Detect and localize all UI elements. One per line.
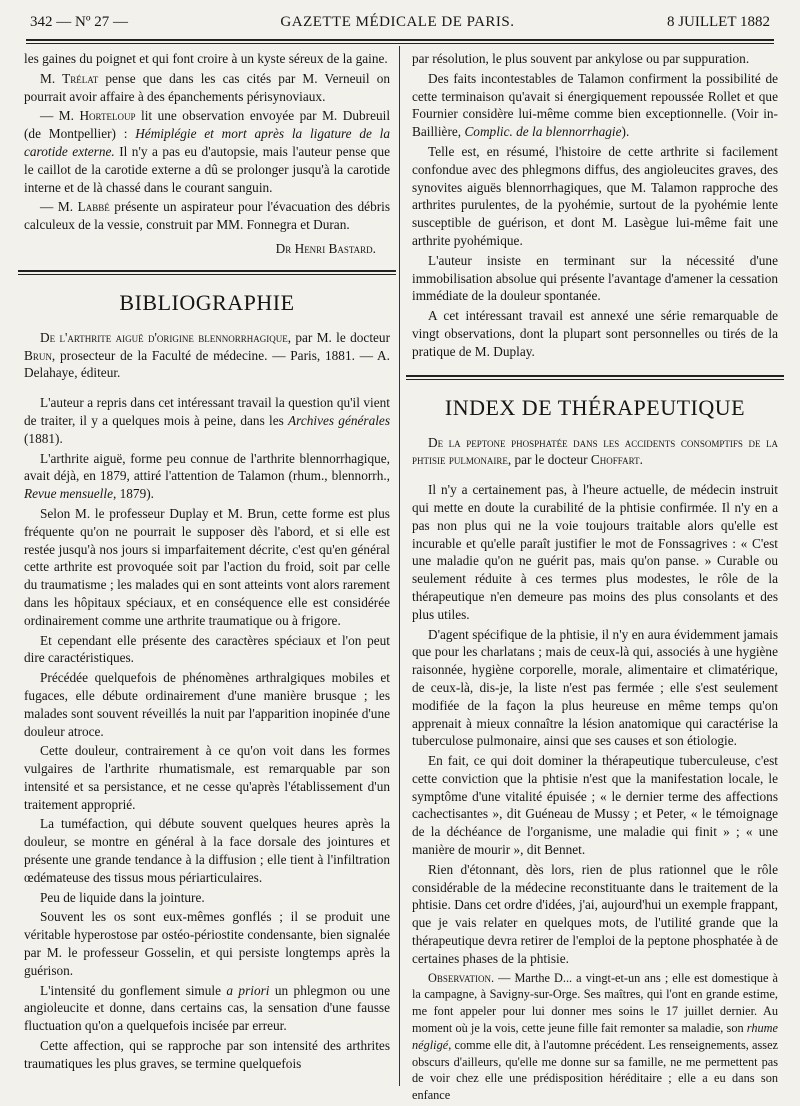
header-rule	[26, 39, 774, 41]
section-rule	[406, 375, 784, 377]
speaker-name: Labbé	[77, 199, 110, 215]
paragraph: Telle est, en résumé, l'histoire de cette arthrite si facilement confondue avec des phlegmons diffus, des angioleucites graves, des synovites aiguës blennorrhagiques, que M. Talamon rapproche des arthrites purulentes, de la pyohémie, surtout de la pyohémie lente susceptible de guérison, et dont M. Lasègue lui-même fait une arthrite pyohémique.	[412, 143, 778, 248]
paragraph: Et cependant elle présente des caractères spéciaux et l'on peut dire caractéristiques.	[24, 632, 390, 666]
issue-date: 8 JUILLET 1882	[666, 14, 770, 30]
paragraph: Précédée quelquefois de phénomènes arthralgiques mobiles et fugaces, elle débute ordinairement d'une manière brusque ; les malades sont souvent réveillés la nuit par l'apparition inopinée d'une douleur atroce.	[24, 670, 390, 739]
observation-paragraph: Observation. — Marthe D... a vingt-et-un ans ; elle est domestique à la campagne, à Savigny-sur-Orge. Ses maîtres, qui l'ont en grande estime, me font appeler pour lui donner mes soins le 17 juillet dernier. Au moment où je la vois, cette jeune fille fait remonter sa maladie, son rhume négligé, comme elle dit, à l'automne précédent. Les renseignements, assez obscurs d'ailleurs, qu'elle me donne sur sa famille, ne me permettent pas de voir chez elle une prédisposition héréditaire ; elle a eu dans son enfance	[412, 970, 778, 1103]
observation-title: Hémiplégie et mort après la ligature de la carotide externe.	[24, 126, 391, 159]
paragraph: En fait, ce qui doit dominer la thérapeutique tuberculeuse, c'est cette conviction que la phtisie n'est que la manifestation locale, le symptôme d'une vitalité épuisée ; « le dernier terme des affections cachectisantes », dit Guéneau de Mussy ; et Peter, « le témoignage de la déchéance de l'organisme, une maladie qui finit » ; « une manière de mourir », dit Bennet.	[412, 753, 778, 858]
paragraph: A cet intéressant travail est annexé une série remarquable de vingt observations, dont la plupart sont personnelles ou tirés de la pratique de M. Duplay.	[412, 308, 778, 359]
paragraph: Il n'y a certainement pas, à l'heure actuelle, de médecin instruit qui mette en doute la curabilité de la phtisie confirmée. Il n'y en a pas non plus qui ne la voie toujours traitable alors qu'elle est incurable et qu'elle paraît justifier le mot de Fonssagrives : « C'est une maladie qu'on ne guérit pas, mais qu'on panse. » Curable ou seulement réduite à ces termes plus modestes, le rôle de la thérapeutique n'en demeure pas moins des plus consolants et des plus utiles.	[412, 482, 778, 622]
article-title: De la peptone phosphatée dans les accidents consomptifs de la phtisie pulmonaire	[412, 434, 778, 468]
paragraph: Selon M. le professeur Duplay et M. Brun, cette forme est plus fréquente qu'on ne pourrait le supposer dès l'abord, et si elle est restée jusqu'à nos jours si imparfaitement décrite, c'est qu'en général cette arthrite est provoquée soit par l'action du froid, soit par celle du traumatisme ; les malades qui en sont atteints vont alors rarement dans les hôpitaux spéciaux, et en conséquence elle est considérée ordinairement comme une arthrite traumatique ou à frigore.	[24, 505, 390, 628]
paragraph: Des faits incontestables de Talamon confirment la possibilité de cette terminaison qu'avait si énergiquement repoussée Rollet et que Fournier considère lui-même comme bien exceptionnelle. (Voir in-Baillière, Complic. de la blennorrhagie).	[412, 70, 778, 140]
paragraph: L'intensité du gonflement simule a priori un phlegmon ou une angioleucite et donne, dans certains cas, la sensation d'une fausse fluctuation qu'on a quelquefois incisée par erreur.	[24, 982, 390, 1034]
paragraph: L'arthrite aiguë, forme peu connue de l'arthrite blennorrhagique, avait déjà, en 1879, attiré l'attention de Talamon (rhum., blennorrh., Revue mensuelle, 1879).	[24, 450, 390, 502]
right-column	[412, 50, 778, 1106]
paragraph: L'auteur a repris dans cet intéressant travail la question qu'il vient de traiter, il y a quelques mois à peine, dans les Archives générales (1881).	[24, 395, 390, 446]
paragraph: Souvent les os sont eux-mêmes gonflés ; il se produit une véritable hyperostose par ostéo-périostite condensante, bien signalée par M. le professeur Gosselin, et qui persiste longtemps après la guérison.	[24, 909, 390, 978]
paragraph: M. Trélat pense que dans les cas cités par M. Verneuil on pourrait avoir affaire à des épanchements périsynoviaux.	[24, 70, 391, 104]
book-title: De l'arthrite aiguë d'origine blennorrhagique	[40, 329, 288, 345]
section-title-bibliographie: BIBLIOGRAPHIE	[119, 289, 295, 315]
paragraph: — M. Labbé présente un aspirateur pour l'évacuation des débris calculeux de la vessie, construit par MM. Fonnegra et Duran.	[24, 199, 391, 233]
speaker-name: M. Trélat	[40, 70, 99, 86]
paragraph: Rien d'étonnant, dès lors, rien de plus rationnel que le rôle considérable de la médecine reconstituante dans le traitement de la phtisie. Dans cet ordre d'idées, j'ai, aujourd'hui un exemple frappant, que je vais relater en quelques mots, de l'utilité grande que la thérapeutique devra retirer de l'emploi de la peptone phosphatée à de certaines phases de la phtisie.	[412, 861, 778, 966]
section-title-index-therapeutique: INDEX DE THÉRAPEUTIQUE	[444, 394, 746, 420]
book-reference: De l'arthrite aiguë d'origine blennorrhagique, par M. le docteur Brun, prosecteur de la Faculté de médecine. — Paris, 1881. — A. Delahaye, éditeur.	[24, 329, 390, 381]
article-reference: De la peptone phosphatée dans les accidents consomptifs de la phtisie pulmonaire, par le docteur Choffart.	[412, 434, 778, 468]
speaker-name: Horteloup	[79, 108, 136, 124]
paragraph: Cette douleur, contrairement à ce qu'on voit dans les formes vulgaires de l'arthrite rhumatismale, est remarquable par son intensité et sa persistance, et ne cesse qu'après l'établissement d'un traitement approprié.	[24, 743, 390, 812]
observation-label: Observation.	[428, 970, 495, 985]
paragraph: les gaines du poignet et qui font croire à un kyste séreux de la gaine.	[24, 51, 388, 66]
paragraph: D'agent spécifique de la phtisie, il n'y en aura évidemment jamais que pour les charlatans ; mais de ceux-là qui, associés à une hygiène raisonnée, hygiène corporelle, morale, alimentaire et climatérique, de ceux-là, dis-je, la liste n'est pas fermée ; elle s'est seulement modifiée de la façon la plus heureuse en même temps qu'on apprenait à mieux connaître la lésion anatomique qui caractérise la tuberculose pulmonaire, ainsi que ses causes et son étiologie.	[412, 626, 778, 749]
header-rule-thin	[26, 43, 774, 44]
signature: Dr Henri Bastard.	[275, 240, 376, 256]
section-rule-thin	[406, 379, 784, 380]
journal-title: GAZETTE MÉDICALE DE PARIS.	[280, 14, 515, 30]
paragraph: — M. Horteloup lit une observation envoyée par M. Dubreuil (de Montpellier) : Hémiplégie et mort après la ligature de la carotide externe. Il n'y a pas eu d'autopsie, mais l'auteur pense que le caillot de la carotide externe a dû se prolonger jusqu'à la carotide interne et de là chassé dans le courant sanguin.	[24, 108, 391, 195]
section-rule	[18, 270, 396, 272]
left-column	[24, 50, 390, 1075]
paragraph: La tuméfaction, qui débute souvent quelques heures après la douleur, se montre en général à la face dorsale des jointures et présente une grande tendance à la diffusion ; elle tient à l'infiltration œdémateuse des tissus mous périarticulaires.	[24, 816, 390, 885]
column-divider	[399, 46, 400, 1086]
paragraph: Cette affection, qui se rapproche par son intensité des arthrites traumatiques les plus graves, se termine quelquefois	[24, 1038, 390, 1071]
section-rule-thin	[18, 274, 396, 275]
paragraph: par résolution, le plus souvent par ankylose ou par suppuration.	[412, 51, 750, 66]
book-author: Brun	[24, 347, 52, 363]
page-header	[30, 14, 770, 38]
article-author: Choffart	[590, 452, 640, 468]
paragraph: L'auteur insiste en terminant sur la nécessité d'une immobilisation absolue qui présente l'avantage d'amener la cessation immédiate de la douleur spontanée.	[412, 252, 778, 304]
paragraph: Peu de liquide dans la jointure.	[40, 889, 205, 905]
page-number: 342 — Nº 27 —	[30, 14, 128, 30]
